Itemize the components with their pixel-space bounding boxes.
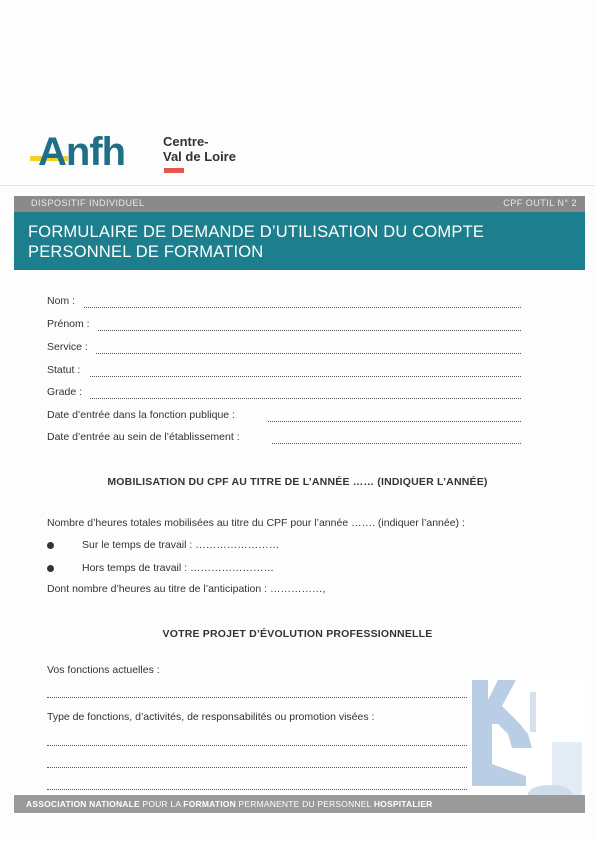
projet-section-title: VOTRE PROJET D’ÉVOLUTION PROFESSIONNELLE (162, 628, 433, 640)
field-service-line[interactable] (96, 353, 521, 354)
scan-edge-line (0, 185, 595, 186)
logo-region-line1: Centre- (163, 134, 209, 149)
footer-part2: POUR LA (139, 799, 184, 809)
form-title (28, 222, 484, 262)
logo-region-line2: Val de Loire (163, 149, 236, 164)
footer-part4: PERMANENTE DU PERSONNEL (235, 799, 374, 809)
targeted-functions-line-1[interactable] (47, 745, 517, 746)
title-banner (14, 212, 585, 270)
banner-label-bar (14, 196, 585, 212)
field-date-fp-label: Date d’entrée dans la fonction publique : (47, 409, 235, 421)
on-work-time-text: Sur le temps de travail : …………………… (82, 539, 280, 551)
targeted-functions-line-3[interactable] (47, 789, 517, 790)
banner-right-label: CPF OUTIL N° 2 (503, 198, 577, 208)
field-prenom-line[interactable] (98, 330, 521, 331)
anticipation-text: Dont nombre d’heures au titre de l’anticipation : ……………, (47, 583, 326, 595)
field-date-etab-line[interactable] (272, 443, 521, 444)
footer-text (26, 799, 433, 809)
footer-bar (14, 795, 585, 813)
bullet-icon (47, 565, 54, 572)
form-title-line2: PERSONNEL DE FORMATION (28, 243, 264, 261)
off-work-time-text: Hors temps de travail : …………………… (82, 562, 274, 574)
footer-part1: ASSOCIATION NATIONALE (26, 799, 140, 809)
footer-part5: HOSPITALIER (373, 799, 433, 809)
boot-accent (530, 692, 536, 732)
field-date-fp-line[interactable] (268, 421, 521, 422)
logo-region (163, 134, 236, 164)
field-grade-line[interactable] (90, 398, 521, 399)
banner-left-label: DISPOSITIF INDIVIDUEL (31, 198, 145, 208)
field-statut-line[interactable] (90, 376, 521, 377)
field-nom-line[interactable] (84, 307, 521, 308)
mobilisation-section-title: MOBILISATION DU CPF AU TITRE DE L’ANNÉE …… (INDIQUER L’ANNÉE) (107, 476, 488, 488)
field-grade-label: Grade : (47, 386, 83, 398)
logo-red-bar (164, 168, 184, 173)
field-date-etab-label: Date d’entrée au sein de l’établissement : (47, 431, 240, 443)
field-service-label: Service : (47, 341, 88, 353)
anfh-logo (30, 130, 270, 178)
targeted-functions-line-2[interactable] (47, 767, 517, 768)
form-title-line1: FORMULAIRE DE DEMANDE D’UTILISATION DU COMPTE (28, 223, 485, 241)
footer-part3: FORMATION (183, 799, 236, 809)
current-functions-line[interactable] (47, 697, 517, 698)
decorative-boot-illustration (468, 674, 586, 811)
field-statut-label: Statut : (47, 364, 81, 376)
logo-wordmark: Anfh (38, 130, 126, 174)
field-nom-label: Nom : (47, 295, 76, 307)
current-functions-label: Vos fonctions actuelles : (47, 664, 160, 676)
total-hours-text: Nombre d’heures totales mobilisées au titre du CPF pour l’année ……. (indiquer l’année) : (47, 517, 465, 529)
targeted-functions-label: Type de fonctions, d’activités, de responsabilités ou promotion visées : (47, 711, 375, 723)
field-prenom-label: Prénom : (47, 318, 90, 330)
bullet-icon (47, 542, 54, 549)
